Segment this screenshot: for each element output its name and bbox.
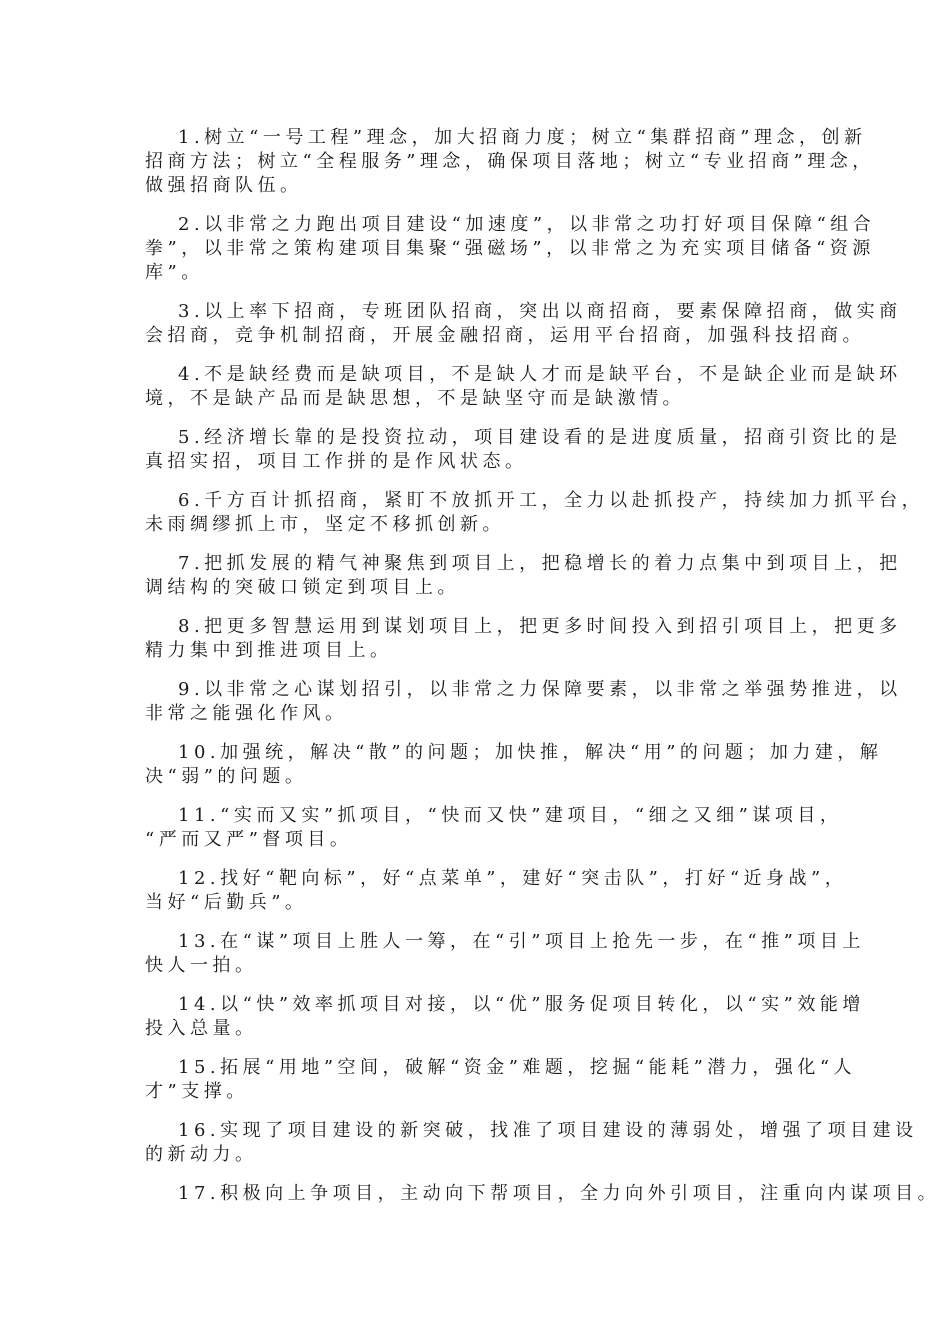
paragraph-9 [145,678,902,726]
paragraph-1 [145,126,875,198]
paragraph-line: 14.以“快”效率抓项目对接，以“优”服务促项目转化，以“实”效能增 [178,994,865,1015]
paragraph-line: 10.加强统，解决“散”的问题；加快推，解决“用”的问题；加力建，解 [178,742,883,763]
paragraph-12 [145,867,848,915]
paragraph-14 [145,993,865,1041]
paragraph-line: 决“弱”的问题。 [145,766,308,787]
paragraph-line: 5.经济增长靠的是投资拉动，项目建设看的是进度质量，招商引资比的是 [178,427,902,448]
paragraph-line: 11.“实而又实”抓项目，“快而又快”建项目，“细之又细”谋项目， [178,805,843,826]
paragraph-17 [145,1182,941,1206]
paragraph-line: 境，不是缺产品而是缺思想，不是缺坚守而是缺激情。 [145,388,685,409]
paragraph-line: 精力集中到推进项目上。 [145,640,393,661]
paragraph-7 [145,552,902,600]
document-body [145,126,941,1221]
paragraph-line: 7.把抓发展的精气神聚焦到项目上，把稳增长的着力点集中到项目上，把 [178,553,902,574]
paragraph-line: 1.树立“一号工程”理念，加大招商力度；树立“集群招商”理念，创新 [178,127,867,148]
paragraph-15 [145,1056,857,1104]
paragraph-line: 未雨绸缪抓上市，坚定不移抓创新。 [145,514,505,535]
paragraph-4 [145,363,902,411]
paragraph-line: 15.拓展“用地”空间，破解“资金”难题，挖掘“能耗”潜力，强化“人 [178,1057,857,1078]
paragraph-line: 8.把更多智慧运用到谋划项目上，把更多时间投入到招引项目上，把更多 [178,616,902,637]
paragraph-6 [145,489,925,537]
paragraph-8 [145,615,902,663]
paragraph-line: 拳”，以非常之策构建项目集聚“强磁场”，以非常之为充实项目储备“资源 [145,238,875,259]
paragraph-line: 13.在“谋”项目上胜人一筹，在“引”项目上抢先一步，在“推”项目上 [178,931,865,952]
paragraph-line: 16.实现了项目建设的新突破，找准了项目建设的薄弱处，增强了项目建设 [178,1120,918,1141]
paragraph-line: 非常之能强化作风。 [145,703,348,724]
paragraph-16 [145,1119,918,1167]
paragraph-line: 调结构的突破口锁定到项目上。 [145,577,460,598]
paragraph-5 [145,426,902,474]
paragraph-2 [145,213,876,285]
paragraph-3 [145,300,902,348]
paragraph-line: 9.以非常之心谋划招引，以非常之力保障要素，以非常之举强势推进，以 [178,679,902,700]
paragraph-line: 17.积极向上争项目，主动向下帮项目，全力向外引项目，注重向内谋项目。 [178,1183,941,1204]
paragraph-line: 当好“后勤兵”。 [145,892,308,913]
paragraph-line: 做强招商队伍。 [145,175,303,196]
paragraph-line: 6.千方百计抓招商，紧盯不放抓开工，全力以赴抓投产，持续加力抓平台， [178,490,925,511]
paragraph-13 [145,930,865,978]
paragraph-line: 投入总量。 [145,1018,258,1039]
paragraph-line: 真招实招，项目工作拼的是作风状态。 [145,451,528,472]
paragraph-line: 才”支撑。 [145,1081,249,1102]
paragraph-line: 4.不是缺经费而是缺项目，不是缺人才而是缺平台，不是缺企业而是缺环 [178,364,902,385]
paragraph-line: 库”。 [145,262,204,283]
paragraph-line: 12.找好“靶向标”，好“点菜单”，建好“突击队”，打好“近身战”， [178,868,848,889]
paragraph-line: 2.以非常之力跑出项目建设“加速度”，以非常之功打好项目保障“组合 [178,214,876,235]
paragraph-11 [145,804,843,852]
paragraph-line: 招商方法；树立“全程服务”理念，确保项目落地；树立“专业招商”理念， [145,151,875,172]
paragraph-line: 会招商，竞争机制招商，开展金融招商，运用平台招商，加强科技招商。 [145,325,865,346]
paragraph-line: 快人一拍。 [145,955,258,976]
paragraph-10 [145,741,883,789]
paragraph-line: “严而又严”督项目。 [145,829,353,850]
paragraph-line: 的新动力。 [145,1144,258,1165]
paragraph-line: 3.以上率下招商，专班团队招商，突出以商招商，要素保障招商，做实商 [178,301,902,322]
